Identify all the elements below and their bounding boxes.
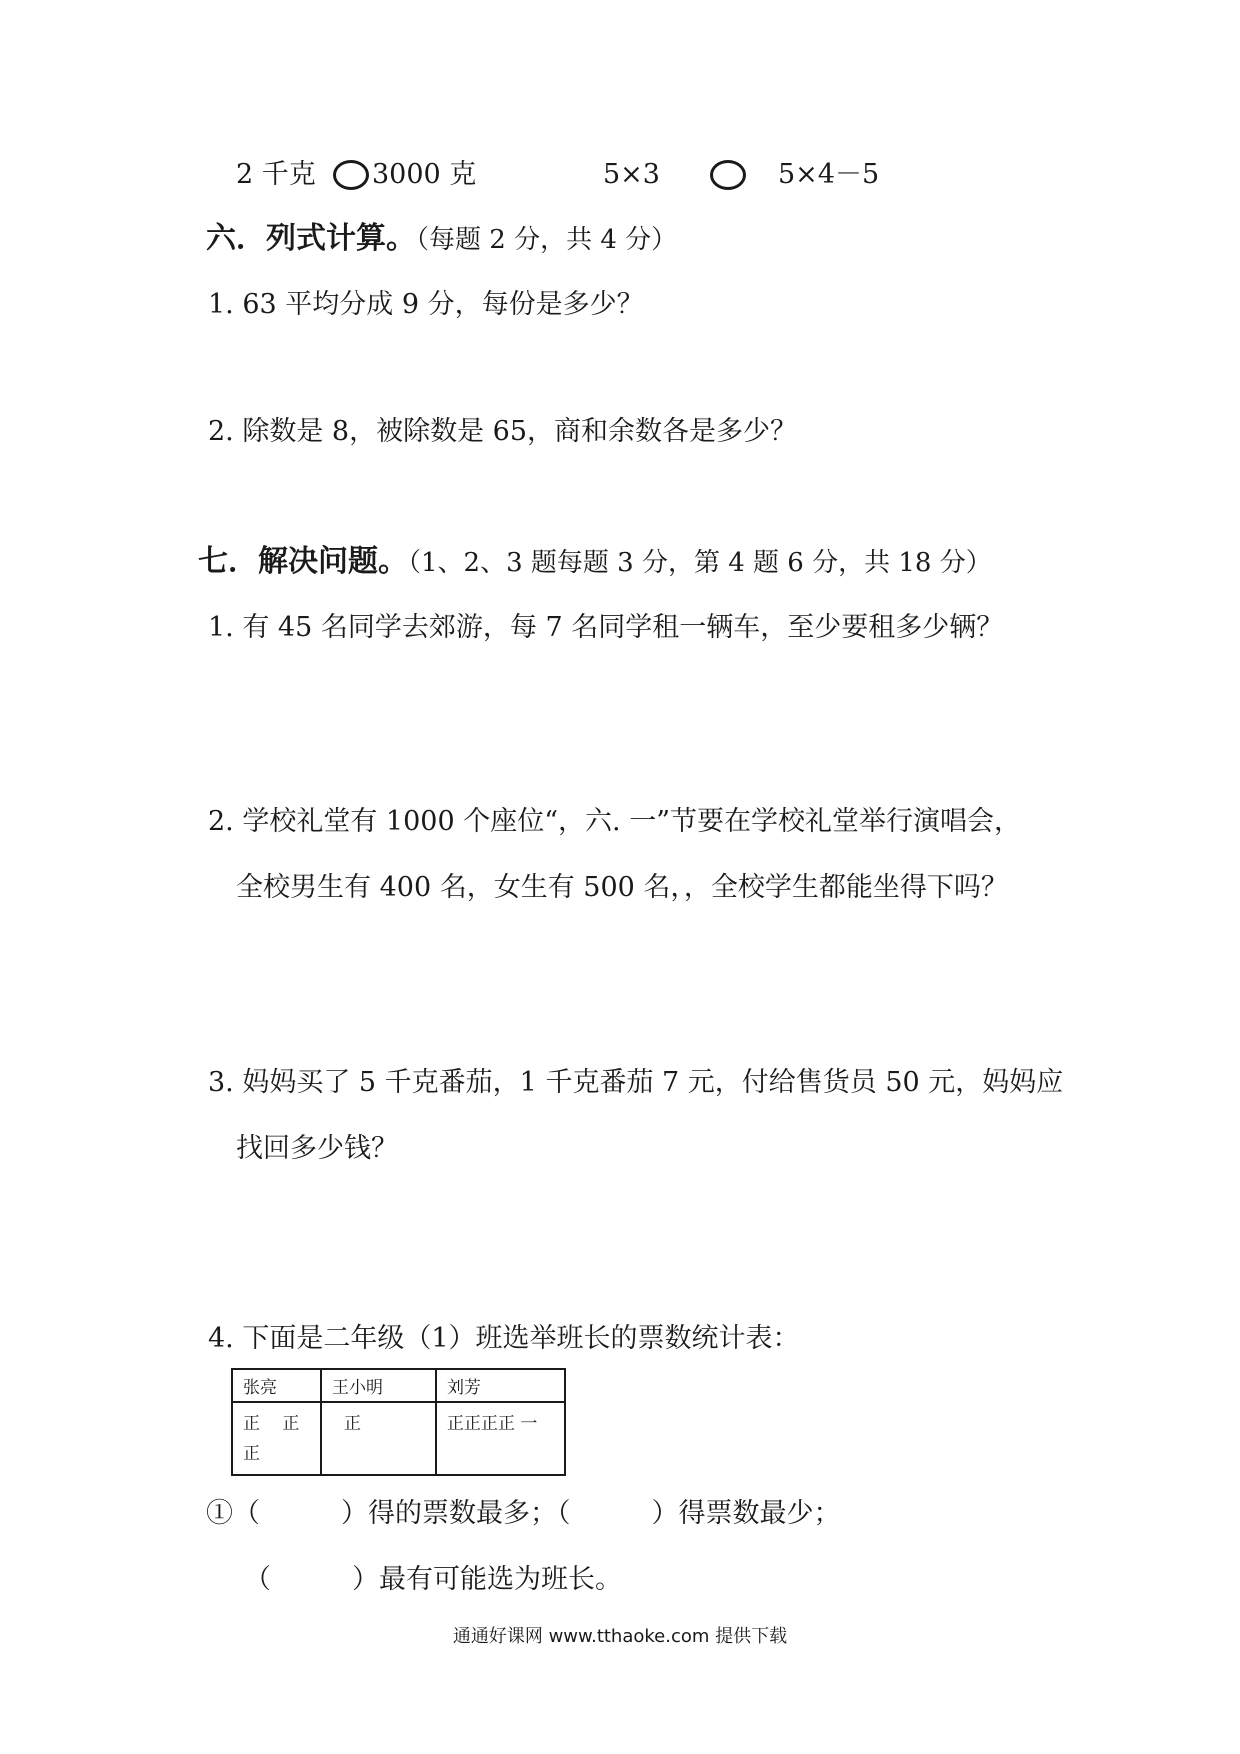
vote-table-header-cell: 王小明 <box>321 1369 436 1402</box>
compare-right-a: 5×3 <box>603 159 660 190</box>
compare-left-a: 2 千克 <box>236 159 316 190</box>
section7-question-3-line-2: 找回多少钱？ <box>236 1133 398 1164</box>
section7-question-2-line-1: 2. 学校礼堂有 1000 个座位“，六. 一”节要在学校礼堂举行演唱会， <box>208 806 1021 837</box>
vote-table-tally-cell: 正 <box>321 1402 436 1475</box>
vote-table-header-cell: 刘芳 <box>436 1369 565 1402</box>
section7-question-1: 1. 有 45 名同学去郊游，每 7 名同学租一辆车，至少要租多少辆？ <box>208 612 1004 643</box>
vote-table-tally-row <box>232 1402 565 1475</box>
vote-table-tally-cell: 正 正 正 <box>232 1402 321 1475</box>
vote-tally-table <box>231 1368 566 1476</box>
vote-table-header-cell: 张亮 <box>232 1369 321 1402</box>
compare-answer-circle-1[interactable] <box>333 160 369 190</box>
section7-heading <box>198 545 992 580</box>
section7-score-note: （1、2、3 题每题 3 分，第 4 题 6 分，共 18 分） <box>408 548 992 578</box>
section6-title: 六．列式计算。 <box>206 221 416 256</box>
section6-heading <box>206 222 677 257</box>
vote-table-tally-cell: 正正正正 一 <box>436 1402 565 1475</box>
compare-right-b: 5×4－5 <box>778 159 880 190</box>
vote-table-header-row <box>232 1369 565 1402</box>
section7-question-4-part-1: ①（ ）得的票数最多；（ ）得票数最少； <box>206 1498 841 1529</box>
section7-question-4-part-2: （ ）最有可能选为班长。 <box>244 1564 622 1595</box>
section7-question-3-line-1: 3. 妈妈买了 5 千克番茄，1 千克番茄 7 元，付给售货员 50 元，妈妈应 <box>208 1067 1064 1098</box>
compare-left-b: 3000 克 <box>372 159 477 190</box>
section7-question-4: 4. 下面是二年级（1）班选举班长的票数统计表： <box>208 1323 800 1354</box>
section6-question-2: 2. 除数是 8，被除数是 65，商和余数各是多少？ <box>208 416 798 447</box>
page-footer: 通通好课网 www.tthaoke.com 提供下载 <box>452 1626 788 1647</box>
compare-answer-circle-2[interactable] <box>710 160 746 190</box>
section7-question-2-line-2: 全校男生有 400 名，女生有 500 名，，全校学生都能坐得下吗？ <box>236 872 1008 903</box>
section6-score-note: （每题 2 分，共 4 分） <box>416 225 678 255</box>
section7-title: 七．解决问题。 <box>198 544 408 579</box>
section6-question-1: 1. 63 平均分成 9 分，每份是多少？ <box>208 289 644 320</box>
